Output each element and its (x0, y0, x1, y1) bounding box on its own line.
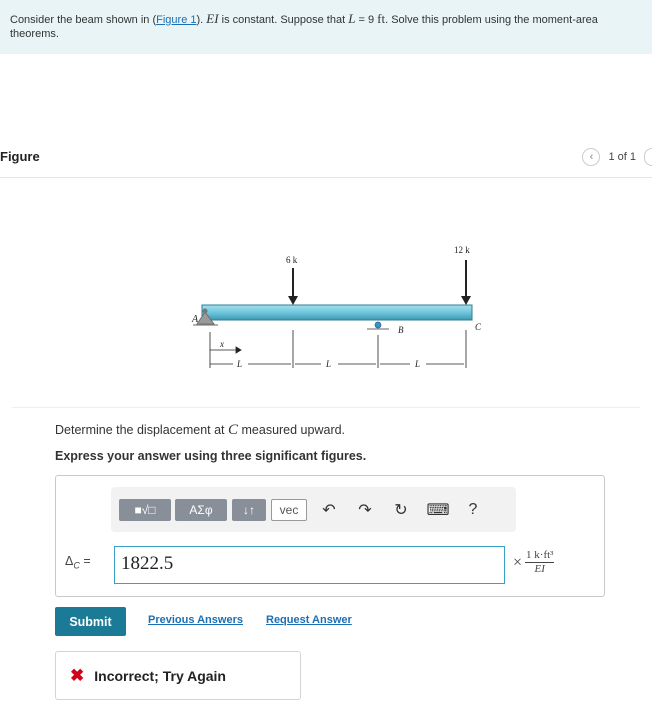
next-figure-button[interactable] (644, 148, 652, 166)
help-icon[interactable]: ? (468, 501, 478, 518)
point-a-label: A (192, 314, 199, 325)
question-instruction: Express your answer using three significant figures. (55, 449, 367, 463)
redo-icon[interactable]: ↷ (358, 502, 372, 519)
dim-l2-label: L (326, 359, 332, 369)
request-answer-link[interactable]: Request Answer (266, 614, 352, 626)
beam (202, 305, 472, 320)
figure-link[interactable]: Figure 1 (156, 14, 197, 26)
problem-statement: Consider the beam shown in (Figure 1). EI is constant. Suppose that L = 9 ft. Solve this problem using the moment-area theorems. (0, 0, 652, 54)
load-6k-label: 6 k (286, 255, 298, 265)
roller-support-b (367, 322, 389, 329)
answer-box (55, 475, 605, 597)
load-6k-arrow (288, 268, 298, 305)
answer-label: $\Delta_C$ = (65, 554, 91, 571)
math-toolbar (111, 487, 516, 532)
incorrect-icon: ✖ (70, 665, 85, 685)
load-12k-arrow (461, 260, 471, 305)
figure-page-count: 1 of 1 (608, 151, 636, 163)
x-dimension-label: x (220, 339, 224, 349)
previous-answers-link[interactable]: Previous Answers (148, 614, 243, 626)
prev-figure-button[interactable] (582, 148, 600, 166)
figure-title: Figure (0, 149, 40, 164)
divider (0, 177, 652, 178)
reset-icon[interactable]: ↻ (394, 502, 408, 519)
question-text: Determine the displacement at C measured upward. (55, 422, 346, 438)
answer-units: × $\frac{\text{1 k·ft³}}{EI}$ (513, 549, 554, 575)
point-b-label: B (398, 325, 404, 335)
divider (12, 407, 640, 408)
submit-button[interactable]: Submit (55, 607, 126, 636)
dim-l3-label: L (415, 359, 421, 369)
answer-input[interactable]: 1822.5 (114, 546, 505, 584)
undo-icon[interactable]: ↶ (322, 502, 336, 519)
templates-button[interactable]: ■√□ (119, 499, 171, 521)
chevron-left-icon: ‹ (589, 151, 594, 163)
vector-button[interactable]: vec (271, 499, 307, 521)
figure-pager (582, 147, 652, 167)
load-12k-label: 12 k (454, 245, 470, 255)
feedback-box (55, 651, 301, 700)
subscript-superscript-button[interactable]: ↓↑ (232, 499, 266, 521)
dim-l1-label: L (237, 359, 243, 369)
point-c-label: C (475, 322, 482, 332)
greek-symbols-button[interactable]: ΑΣφ (175, 499, 227, 521)
beam-diagram (188, 240, 488, 375)
keyboard-icon[interactable]: ⌨ (426, 502, 450, 519)
feedback-text: Incorrect; Try Again (94, 667, 226, 684)
